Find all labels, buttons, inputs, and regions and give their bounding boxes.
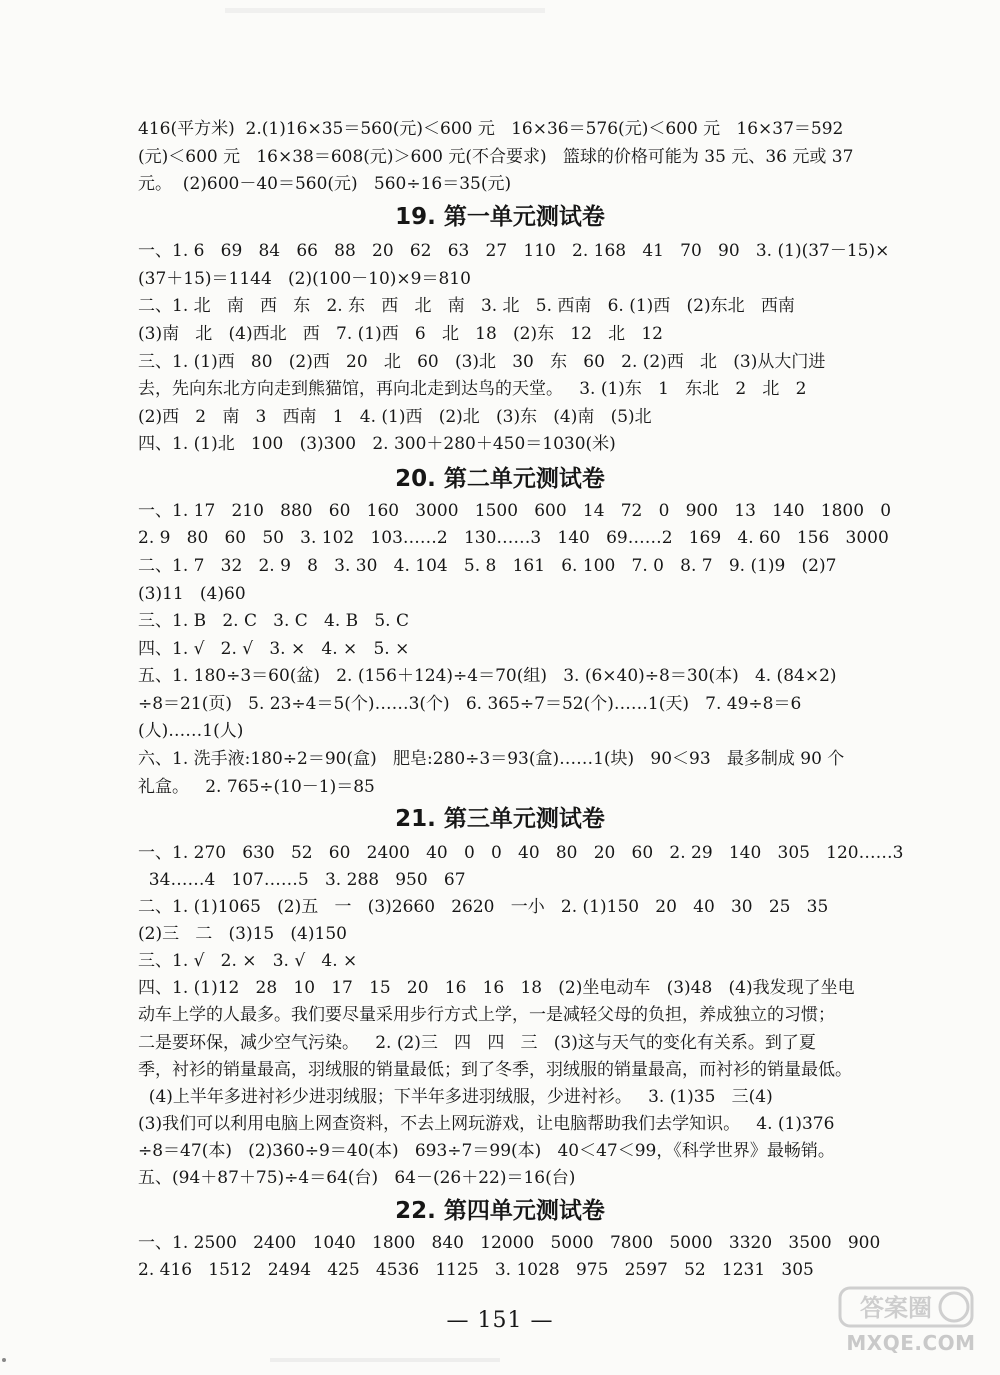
text-line: (3)我们可以利用电脑上网查资料，不去上网玩游戏，让电脑帮助我们去学知识。 4. (1)376 <box>138 1114 835 1134</box>
text-line: (2)三 二 (3)15 (4)150 <box>138 924 347 944</box>
text-line: 一、1. 17 210 880 60 160 3000 1500 600 14 72 0 900 13 140 1800 0 <box>138 501 892 521</box>
text-line: 2. 416 1512 2494 425 4536 1125 3. 1028 975 2597 52 1231 305 <box>138 1260 814 1280</box>
text-line: ÷8＝47(本) (2)360÷9＝40(本) 693÷7＝99(本) 40＜47＜99，《科学世界》最畅销。 <box>138 1141 835 1161</box>
text-line: 二是要环保，减少空气污染。 2. (2)三 四 四 三 (3)这与天气的变化有关系。到了夏 <box>138 1033 816 1053</box>
text-line: 元。 (2)600－40＝560(元) 560÷16＝35(元) <box>138 174 512 194</box>
text-line: 三、1. (1)西 80 (2)西 20 北 60 (3)北 30 东 60 2. (2)西 北 (3)从大门进 <box>138 352 826 372</box>
text-line: (3)南 北 (4)西北 西 7. (1)西 6 北 18 (2)东 12 北 12 <box>138 324 663 344</box>
text-line: 416(平方米) 2.(1)16×35＝560(元)＜600 元 16×36＝576(元)＜600 元 16×37＝592 <box>138 119 844 139</box>
section-title: 21. 第三单元测试卷 <box>395 806 605 832</box>
watermark-logo-icon <box>838 1285 974 1329</box>
text-line: 一、1. 270 630 52 60 2400 40 0 0 40 80 20 60 2. 29 140 305 120……3 <box>138 843 904 863</box>
text-line: 动车上学的人最多。我们要尽量采用步行方式上学，一是减轻父母的负担，养成独立的习惯； <box>138 1005 835 1025</box>
section-title: 20. 第二单元测试卷 <box>395 466 605 492</box>
text-line: (2)西 2 南 3 西南 1 4. (1)西 (2)北 (3)东 (4)南 (5)北 <box>138 407 652 427</box>
text-line: 去，先向东北方向走到熊猫馆，再向北走到达鸟的天堂。 3. (1)东 1 东北 2 北 2 <box>138 379 807 399</box>
text-line: 六、1. 洗手液:180÷2＝90(盒) 肥皂:280÷3＝93(盒)……1(块) 90＜93 最多制成 90 个 <box>138 749 845 769</box>
text-line: 二、1. 北 南 西 东 2. 东 西 北 南 3. 北 5. 西南 6. (1)西 (2)东北 西南 <box>138 296 795 316</box>
text-line: (37＋15)＝1144 (2)(100－10)×9＝810 <box>138 269 471 289</box>
text-line: 二、1. 7 32 2. 9 8 3. 30 4. 104 5. 8 161 6. 100 7. 0 8. 7 9. (1)9 (2)7 <box>138 556 837 576</box>
text-line: (3)11 (4)60 <box>138 584 246 604</box>
text-line: 季，衬衫的销量最高，羽绒服的销量最低；到了冬季，羽绒服的销量最高，而衬衫的销量最低。 <box>138 1060 852 1080</box>
text-line: 2. 9 80 60 50 3. 102 103……2 130……3 140 69……2 169 4. 60 156 3000 <box>138 528 889 548</box>
text-line: 34……4 107……5 3. 288 950 67 <box>138 870 466 890</box>
svg-text:答案圈: 答案圈 <box>860 1294 932 1322</box>
text-line: 二、1. (1)1065 (2)五 一 (3)2660 2620 一小 2. (1)150 20 40 30 25 35 <box>138 897 829 917</box>
page-number: — 151 — <box>446 1308 554 1333</box>
text-line: ÷8＝21(页) 5. 23÷4＝5(个)……3(个) 6. 365÷7＝52(个)……1(天) 7. 49÷8＝6 <box>138 694 802 714</box>
text-line: 三、1. B 2. C 3. C 4. B 5. C <box>138 611 409 631</box>
watermark-url: MXQE.COM <box>846 1331 976 1355</box>
text-line: (人)……1(人) <box>138 721 244 741</box>
text-line: 五、1. 180÷3＝60(盆) 2. (156＋124)÷4＝70(组) 3. (6×40)÷8＝30(本) 4. (84×2) <box>138 666 837 686</box>
text-line: 四、1. √ 2. √ 3. × 4. × 5. × <box>138 639 410 659</box>
text-line: 礼盒。 2. 765÷(10－1)＝85 <box>138 777 375 797</box>
section-title: 22. 第四单元测试卷 <box>395 1198 605 1224</box>
site-watermark <box>836 1283 986 1363</box>
text-line: 四、1. (1)北 100 (3)300 2. 300＋280＋450＝1030(米) <box>138 434 616 454</box>
text-line: 一、1. 6 69 84 66 88 20 62 63 27 110 2. 168 41 70 90 3. (1)(37－15)× <box>138 241 890 261</box>
text-line: (元)＜600 元 16×38＝608(元)＞600 元(不合要求) 篮球的价格可能为 35 元、36 元或 37 <box>138 147 854 167</box>
text-line: (4)上半年多进衬衫少进羽绒服；下半年多进羽绒服，少进衬衫。 3. (1)35 三(4) <box>138 1087 773 1107</box>
text-line: 一、1. 2500 2400 1040 1800 840 12000 5000 7800 5000 3320 3500 900 <box>138 1233 881 1253</box>
text-line: 三、1. √ 2. × 3. √ 4. × <box>138 951 358 971</box>
text-line: 五、(94＋87＋75)÷4＝64(台) 64－(26＋22)＝16(台) <box>138 1168 576 1188</box>
text-line: 四、1. (1)12 28 10 17 15 20 16 16 18 (2)坐电动车 (3)48 (4)我发现了坐电 <box>138 978 855 998</box>
section-title: 19. 第一单元测试卷 <box>395 204 605 230</box>
